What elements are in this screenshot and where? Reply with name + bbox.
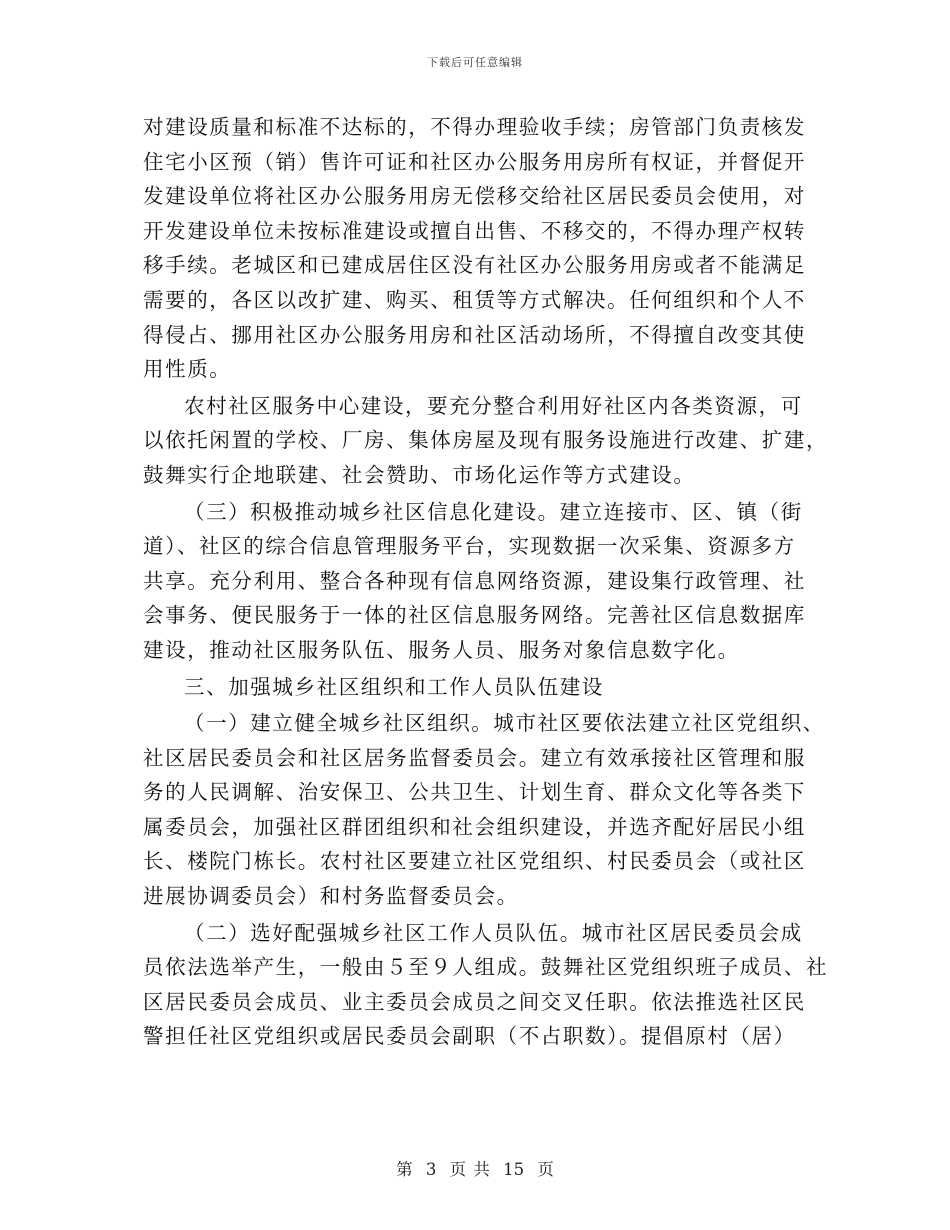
document-body <box>143 110 829 1054</box>
text-line: 农村社区服务中心建设，要充分整合利用好社区内各类资源，可 <box>184 393 803 418</box>
text-line: 以依托闲置的学校、厂房、集体房屋及现有服务设施进行改建、扩建， <box>143 428 829 453</box>
text-line: 开发建设单位未按标准建设或擅自出售、不移交的，不得办理产权转 <box>143 218 806 243</box>
text-line: 对建设质量和标准不达标的，不得办理验收手续；房管部门负责核发 <box>143 115 806 139</box>
text-line: 得侵占、挪用社区办公服务用房和社区活动场所，不得擅自改变其使 <box>143 322 806 347</box>
text-line: 鼓舞实行企地联建、社会赞助、市场化运作等方式建设。 <box>143 462 696 487</box>
text-line: 发建设单位将社区办公服务用房无偿移交给社区居民委员会使用，对 <box>143 184 806 209</box>
text-line: 用性质。 <box>143 357 232 382</box>
footer-middle: 页 共 <box>449 1160 490 1179</box>
text-line: 建设，推动社区服务队伍、服务人员、服务对象信息数字化。 <box>143 637 740 662</box>
text-line: 区居民委员会成员、业主委员会成员之间交叉任职。依法推选社区民 <box>143 989 806 1014</box>
section-heading <box>143 670 811 705</box>
text-line: 警担任社区党组织或居民委员会副职（不占职数）。提倡原村（居） <box>143 1024 796 1049</box>
text-line: 进展协调委员会）和村务监督委员会。 <box>143 884 519 909</box>
footer-suffix: 页 <box>537 1160 554 1179</box>
text-line: 需要的，各区以改扩建、购买、租赁等方式解决。任何组织和个人不 <box>143 287 806 312</box>
text-line: 社区居民委员会和社区居务监督委员会。建立有效承接社区管理和服 <box>143 745 806 770</box>
paragraph-1 <box>143 110 811 387</box>
text-line: （二）选好配强城乡社区工作人员队伍。城市社区居民委员会成 <box>184 920 803 945</box>
text-line: （一）建立健全城乡社区组织。城市社区要依法建立社区党组织、 <box>184 711 825 736</box>
footer-prefix: 第 <box>396 1160 413 1179</box>
page-footer <box>0 1156 950 1180</box>
paragraph-5 <box>143 706 825 914</box>
text-line: 三、加强城乡社区组织和工作人员队伍建设 <box>184 674 604 699</box>
paragraph-6 <box>143 916 829 1054</box>
text-line: 住宅小区预（销）售许可证和社区办公服务用房所有权证，并督促开 <box>143 149 806 174</box>
text-line: 移手续。老城区和已建成居住区没有社区办公服务用房或者不能满足 <box>143 253 806 278</box>
page-header: 下载后可任意编辑 <box>427 56 523 69</box>
text-line: 务的人民调解、治安保卫、公共卫生、计划生育、群众文化等各类下 <box>143 780 806 805</box>
total-pages-number: 15 <box>503 1160 525 1179</box>
text-line: 道）、社区的综合信息管理服务平台，实现数据一次采集、资源多方 <box>143 534 796 559</box>
text-line: （三）积极推动城乡社区信息化建设。建立连接市、区、镇（街 <box>184 499 803 524</box>
paragraph-3 <box>143 495 811 668</box>
text-line: 长、楼院门栋长。农村社区要建立社区党组织、村民委员会（或社区 <box>143 849 806 874</box>
paragraph-2 <box>143 389 829 493</box>
text-line: 共享。充分利用、整合各种现有信息网络资源，建设集行政管理、社 <box>143 568 806 593</box>
text-line: 属委员会，加强社区群团组织和社会组织建设，并选齐配好居民小组 <box>143 814 806 839</box>
text-line: 员依法选举产生，一般由５至９人组成。鼓舞社区党组织班子成员、社 <box>143 955 829 980</box>
text-line: 会事务、便民服务于一体的社区信息服务网络。完善社区信息数据库 <box>143 603 806 628</box>
current-page-number: 3 <box>425 1160 437 1179</box>
